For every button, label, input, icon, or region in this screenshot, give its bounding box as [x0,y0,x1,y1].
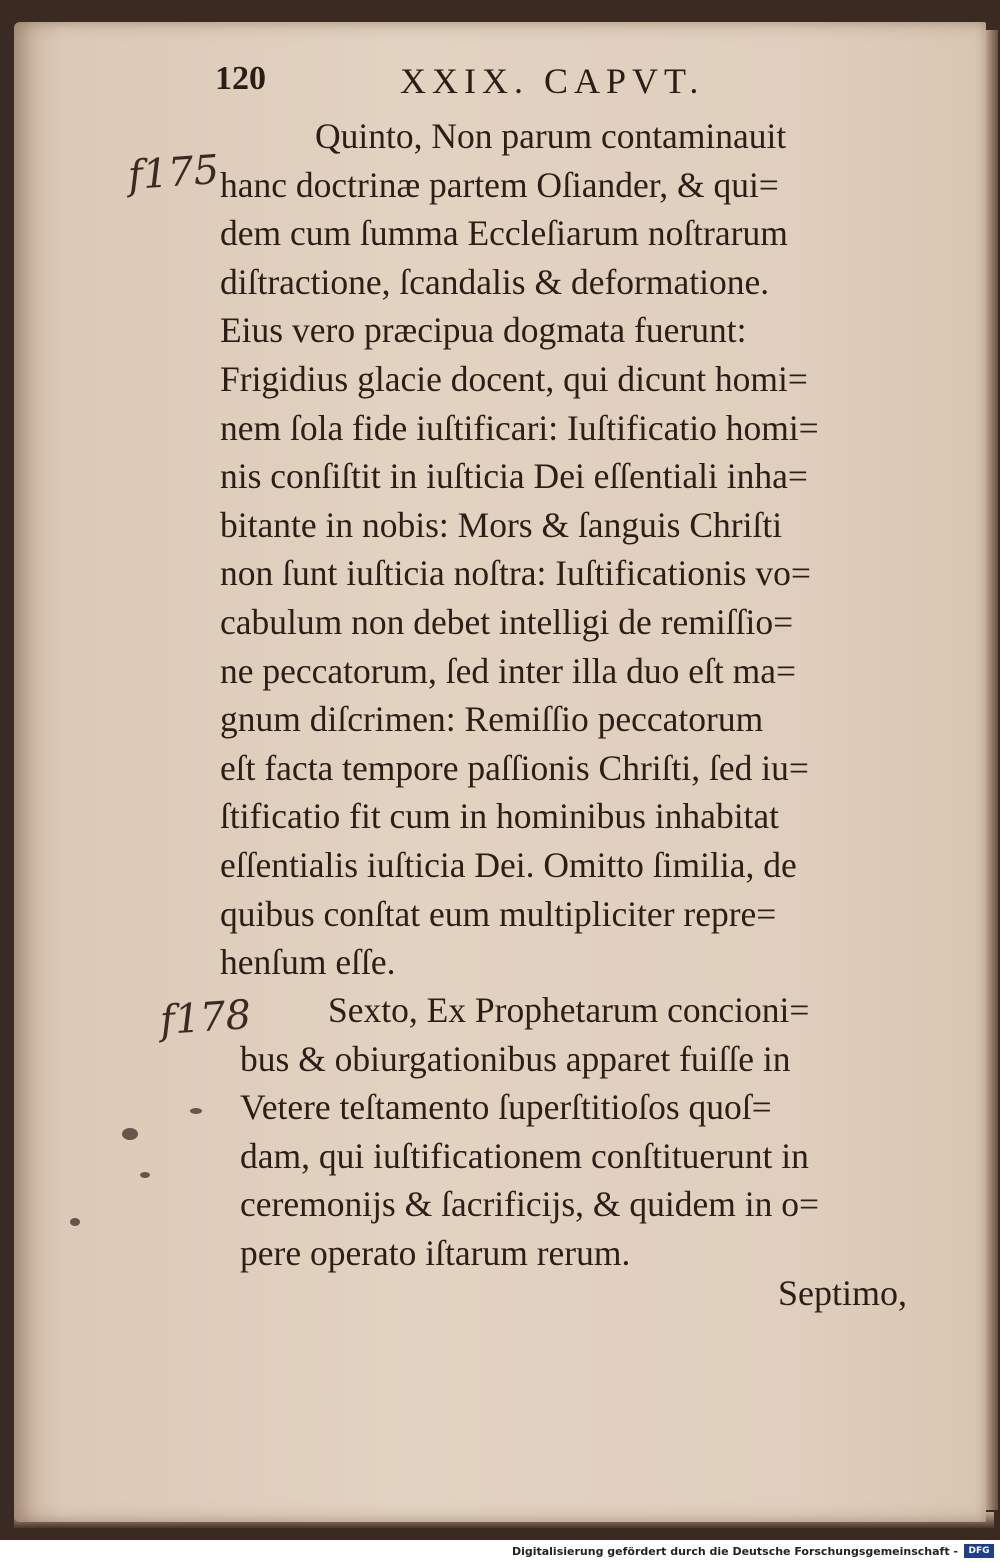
page-edge [986,30,998,1510]
text-line: Frigidius glacie docent, qui dicunt homi= [220,358,808,399]
text-line: henſum eſſe. [220,942,396,983]
marginal-note-1: f175 [126,146,221,200]
text-line: nis conſiſtit in iuſticia Dei eſſentiali inha= [220,456,808,497]
text-line: Eius vero præcipua dogmata fuerunt: [220,310,747,351]
page-header [215,60,935,104]
running-title: XXIX. CAPVT. [400,61,705,101]
text-line: bus & obiurgationibus apparet fuiſſe in [240,1038,791,1079]
ink-spot [122,1128,138,1140]
text-line: nem ſola fide iuſtificari: Iuſtificatio homi= [220,407,819,448]
funding-credit: Digitalisierung gefördert durch die Deutsche Forschungsgemeinschaft - [511,1545,958,1558]
text-line: bitante in nobis: Mors & ſanguis Chriſti [220,504,783,545]
ink-spot [190,1108,202,1114]
text-line: eſt facta tempore paſſionis Chriſti, ſed iu= [220,747,809,788]
ink-spot [70,1218,80,1226]
text-line: ceremoniјs & ſacrificiјs, & quidem in o= [240,1184,820,1225]
text-line: Sexto, Ex Prophetarum concioni= [328,990,810,1030]
text-line: hanc doctrinæ partem Oſiander, & qui= [220,164,779,205]
text-line: gnum diſcrimen: Remiſſio peccatorum [220,699,764,740]
text-line: eſſentialis iuſticia Dei. Omitto ſimilia, de [220,844,797,885]
text-line: ſtificatio fit cum in hominibus inhabitat [220,796,780,837]
text-line: dam, qui iuſtificationem conſtituerunt in [240,1135,809,1176]
dfg-logo: DFG [964,1544,994,1558]
text-line: pere operato iſtarum rerum. [240,1232,631,1273]
text-line: Vetere teſtamento ſuperſtitioſos quoſ= [240,1087,772,1128]
ink-spot [140,1172,150,1178]
text-line: cabulum non debet intelligi de remiſſio= [220,601,794,642]
page-number: 120 [215,60,266,97]
marginal-note-2: f178 [158,991,253,1045]
catchword: Septimo, [778,1273,908,1313]
text-line: non ſunt iuſticia noſtra: Iuſtificationis vo= [220,553,811,594]
text-line: dem cum ſumma Eccleſiarum noſtrarum [220,213,788,254]
text-line: quibus conſtat eum multipliciter repre= [220,893,777,934]
text-line: ne peccatorum, ſed inter illa duo eſt ma= [220,650,796,691]
paragraph-sexto [240,986,940,1278]
paragraph-quinto [220,112,930,987]
text-line: diſtractione, ſcandalis & deformatione. [220,261,770,302]
text-line: Quinto, Non parum contaminauit [315,116,787,156]
